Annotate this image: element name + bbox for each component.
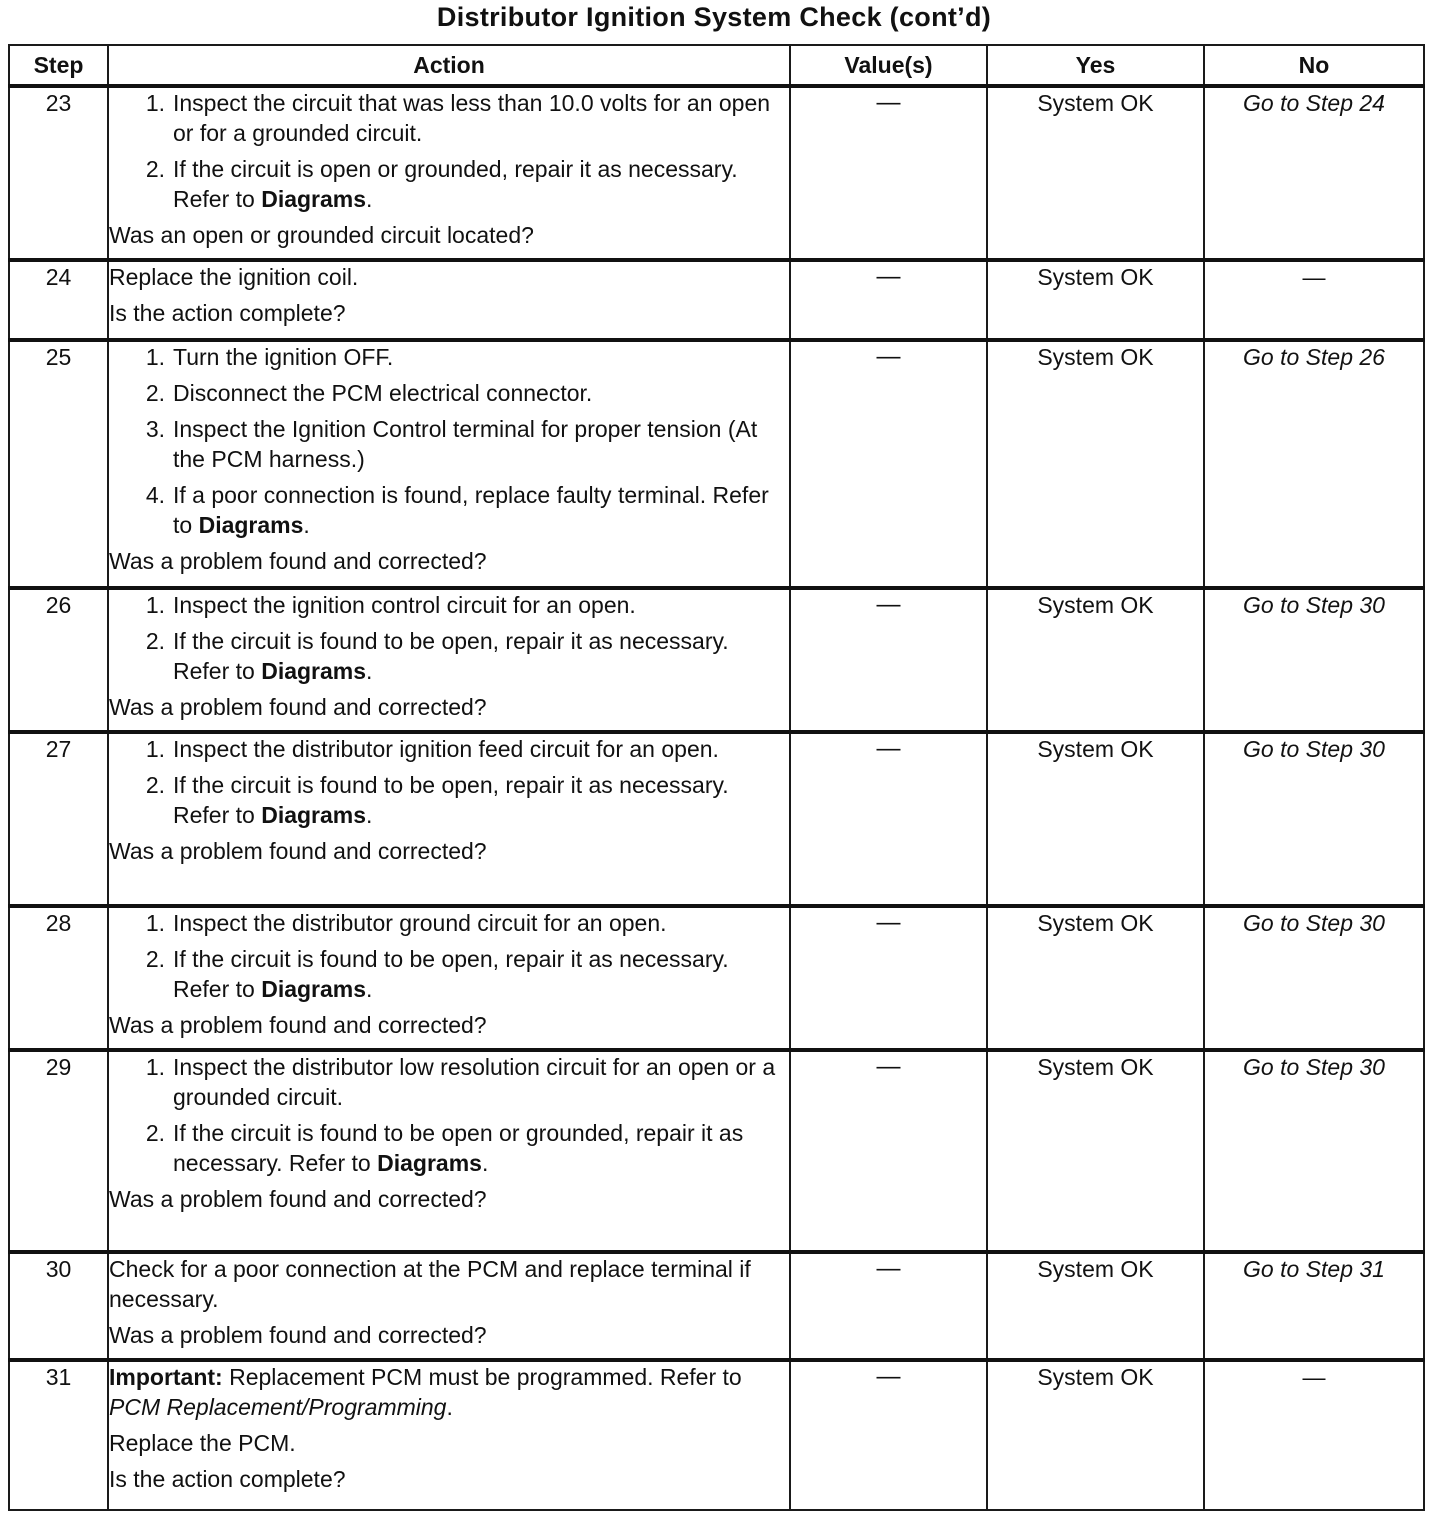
action-question: Was a problem found and corrected? <box>109 838 487 864</box>
table-row <box>9 1360 1424 1510</box>
step-number: 31 <box>9 1360 108 1510</box>
value-cell: — <box>790 588 987 732</box>
header-yes: Yes <box>987 45 1204 86</box>
no-cell: Go to Step 30 <box>1204 1050 1424 1252</box>
header-action: Action <box>108 45 790 86</box>
diagnostic-table <box>8 44 1425 1511</box>
action-item: 1. Inspect the distributor low resolution circuit for an open or a grounded circuit. <box>145 1054 776 1110</box>
action-cell <box>108 86 790 260</box>
header-row <box>9 45 1424 86</box>
table-row <box>9 1252 1424 1360</box>
table-row <box>9 588 1424 732</box>
action-cell <box>108 732 790 906</box>
yes-cell: System OK <box>987 340 1204 588</box>
yes-cell: System OK <box>987 1360 1204 1510</box>
action-item: 1. Inspect the ignition control circuit for an open. <box>145 592 636 618</box>
value-cell: — <box>790 260 987 340</box>
action-text: Replace the ignition coil. <box>109 264 359 290</box>
no-cell: Go to Step 26 <box>1204 340 1424 588</box>
action-cell <box>108 588 790 732</box>
action-question: Was a problem found and corrected? <box>109 1012 487 1038</box>
yes-cell: System OK <box>987 588 1204 732</box>
table-row <box>9 86 1424 260</box>
action-question: Was a problem found and corrected? <box>109 1322 487 1348</box>
step-number: 29 <box>9 1050 108 1252</box>
action-question: Was a problem found and corrected? <box>109 694 487 720</box>
action-item: 1. Inspect the distributor ground circuit for an open. <box>145 910 667 936</box>
header-no: No <box>1204 45 1424 86</box>
action-item: 2. Disconnect the PCM electrical connector. <box>145 380 593 406</box>
table-row <box>9 260 1424 340</box>
action-item: 2. If the circuit is found to be open, repair it as necessary. Refer to Diagrams. <box>145 628 729 684</box>
yes-cell: System OK <box>987 86 1204 260</box>
no-cell: Go to Step 30 <box>1204 588 1424 732</box>
no-cell: — <box>1204 1360 1424 1510</box>
action-text: Replace the PCM. <box>109 1430 296 1456</box>
table-row <box>9 732 1424 906</box>
action-question: Is the action complete? <box>109 1466 346 1492</box>
action-item: 2. If the circuit is open or grounded, repair it as necessary. Refer to Diagrams. <box>145 156 738 212</box>
action-cell <box>108 260 790 340</box>
action-cell <box>108 340 790 588</box>
action-item: 4. If a poor connection is found, replace faulty terminal. Refer to Diagrams. <box>145 482 769 538</box>
header-values: Value(s) <box>790 45 987 86</box>
no-cell: — <box>1204 260 1424 340</box>
action-cell <box>108 1252 790 1360</box>
yes-cell: System OK <box>987 906 1204 1050</box>
yes-cell: System OK <box>987 260 1204 340</box>
action-item: 2. If the circuit is found to be open or grounded, repair it as necessary. Refer to Diagrams. <box>145 1120 744 1176</box>
value-cell: — <box>790 1050 987 1252</box>
action-item: 1. Inspect the distributor ignition feed circuit for an open. <box>145 736 719 762</box>
action-item: 1. Inspect the circuit that was less than 10.0 volts for an open or for a grounded circuit. <box>145 90 771 146</box>
table-row <box>9 340 1424 588</box>
action-item: 2. If the circuit is found to be open, repair it as necessary. Refer to Diagrams. <box>145 772 729 828</box>
value-cell: — <box>790 1252 987 1360</box>
step-number: 23 <box>9 86 108 260</box>
important-note: Important: Replacement PCM must be programmed. Refer to PCM Replacement/Programming. <box>109 1364 742 1420</box>
table-row <box>9 1050 1424 1252</box>
action-item: 1. Turn the ignition OFF. <box>145 344 394 370</box>
action-question: Was a problem found and corrected? <box>109 548 487 574</box>
value-cell: — <box>790 340 987 588</box>
action-question: Is the action complete? <box>109 300 346 326</box>
action-text: Check for a poor connection at the PCM and replace terminal if necessary. <box>109 1256 751 1312</box>
step-number: 30 <box>9 1252 108 1360</box>
value-cell: — <box>790 732 987 906</box>
page-title: Distributor Ignition System Check (cont’d) <box>436 2 992 32</box>
yes-cell: System OK <box>987 1252 1204 1360</box>
step-number: 28 <box>9 906 108 1050</box>
action-item: 2. If the circuit is found to be open, repair it as necessary. Refer to Diagrams. <box>145 946 729 1002</box>
value-cell: — <box>790 86 987 260</box>
no-cell: Go to Step 30 <box>1204 732 1424 906</box>
value-cell: — <box>790 1360 987 1510</box>
yes-cell: System OK <box>987 732 1204 906</box>
no-cell: Go to Step 31 <box>1204 1252 1424 1360</box>
step-number: 25 <box>9 340 108 588</box>
no-cell: Go to Step 30 <box>1204 906 1424 1050</box>
action-cell <box>108 1050 790 1252</box>
step-number: 24 <box>9 260 108 340</box>
action-question: Was a problem found and corrected? <box>109 1186 487 1212</box>
no-cell: Go to Step 24 <box>1204 86 1424 260</box>
step-number: 26 <box>9 588 108 732</box>
action-item: 3. Inspect the Ignition Control terminal for proper tension (At the PCM harness.) <box>145 416 758 472</box>
table-row <box>9 906 1424 1050</box>
yes-cell: System OK <box>987 1050 1204 1252</box>
step-number: 27 <box>9 732 108 906</box>
action-cell <box>108 1360 790 1510</box>
value-cell: — <box>790 906 987 1050</box>
action-question: Was an open or grounded circuit located? <box>109 222 534 248</box>
header-step: Step <box>9 45 108 86</box>
action-cell <box>108 906 790 1050</box>
